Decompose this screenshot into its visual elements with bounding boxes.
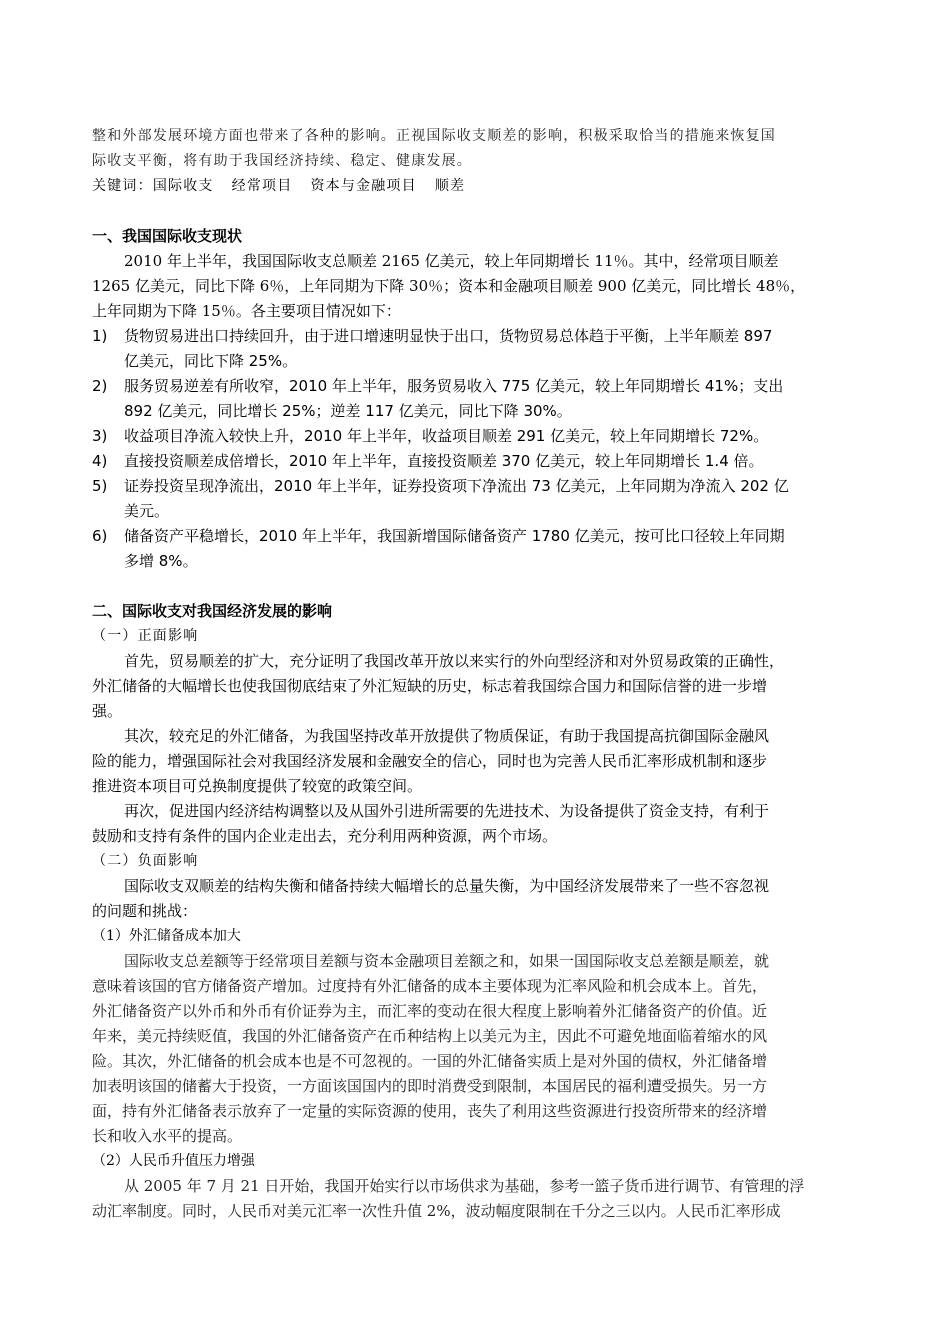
paragraph-line: 国际收支总差额等于经常项目差额与资本金融项目差额之和，如果一国国际收支总差额是顺差，就 [124, 952, 770, 970]
subsection-title-negative: （二）负面影响 [92, 853, 199, 869]
list-item-text: 多增 8%。 [124, 552, 198, 570]
keyword: 顺差 [434, 178, 466, 194]
subsection-title-positive: （一）正面影响 [92, 628, 199, 644]
list-item [92, 424, 862, 449]
keyword: 国际收支 [152, 178, 214, 194]
list-item-number: 1) [92, 327, 108, 345]
paragraph-line: 外汇储备资产以外币和外币有价证券为主，而汇率的变动在很大程度上影响着外汇储备资产的价值。近 [92, 1002, 768, 1020]
paragraph-line: 长和收入水平的提高。 [92, 1127, 243, 1145]
paragraph-line: 强。 [92, 702, 123, 720]
section-1-para-line: 上年同期为下降 15％。各主要项目情况如下： [92, 302, 401, 320]
list-item-number: 6) [92, 527, 108, 545]
list-item [92, 374, 862, 424]
section-1-title: 一、我国国际收支现状 [92, 227, 243, 245]
list-item-text: 亿美元，同比下降 25%。 [124, 352, 298, 370]
abstract-line-1: 整和外部发展环境方面也带来了各种的影响。正视国际收支顺差的影响，积极采取恰当的措施来恢复国 [92, 128, 776, 144]
list-item [92, 324, 862, 374]
paragraph-line: 意味着该国的官方储备资产增加。过度持有外汇储备的成本主要体现为汇率风险和机会成本上。首先， [92, 977, 768, 995]
keyword: 经常项目 [231, 178, 293, 194]
section-1-para-line: 1265 亿美元，同比下降 6％，上年同期为下降 30％；资本和金融项目顺差 900 亿美元，同比增长 48％， [92, 277, 806, 295]
list-item-text: 证券投资呈现净流出，2010 年上半年，证券投资项下净流出 73 亿美元，上年同期为净流入 202 亿 [124, 477, 789, 495]
document-page [92, 124, 862, 1224]
paragraph-line: 再次，促进国内经济结构调整以及从国外引进所需要的先进技术、为设备提供了资金支持，有利于 [124, 802, 770, 820]
list-item-text: 收益项目净流入较快上升，2010 年上半年，收益项目顺差 291 亿美元，较上年同期增长 72%。 [124, 427, 769, 445]
paragraph-line: 动汇率制度。同时，人民币对美元汇率一次性升值 2%，波动幅度限制在千分之三以内。人民币汇率形成 [92, 1202, 781, 1220]
list-item [92, 449, 862, 474]
paragraph-line: 年来，美元持续贬值，我国的外汇储备资产在币种结构上以美元为主，因此不可避免地面临着缩水的风 [92, 1027, 768, 1045]
keywords-label: 关键词： [92, 178, 153, 194]
paragraph-line: 其次，较充足的外汇储备，为我国坚持改革开放提供了物质保证，有助于我国提高抗御国际金融风 [124, 727, 770, 745]
paragraph-line: 国际收支双顺差的结构失衡和储备持续大幅增长的总量失衡，为中国经济发展带来了一些不容忽视 [124, 877, 770, 895]
abstract-line-2: 际收支平衡，将有助于我国经济持续、稳定、健康发展。 [92, 153, 472, 169]
section-1-para-line: 2010 年上半年，我国国际收支总顺差 2165 亿美元，较上年同期增长 11％。其中，经常项目顺差 [124, 252, 779, 270]
paragraph-line: 外汇储备的大幅增长也使我国彻底结束了外汇短缺的历史，标志着我国综合国力和国际信誉的进一步增 [92, 677, 768, 695]
paragraph-line: 首先，贸易顺差的扩大，充分证明了我国改革开放以来实行的外向型经济和对外贸易政策的正确性， [124, 652, 785, 670]
keyword: 资本与金融项目 [310, 178, 417, 194]
sub-heading-2: （2）人民币升值压力增强 [92, 1153, 255, 1169]
sub-heading-1: （1）外汇储备成本加大 [92, 928, 241, 944]
paragraph-line: 险的能力，增强国际社会对我国经济发展和金融安全的信心，同时也为完善人民币汇率形成机制和逐步 [92, 752, 768, 770]
list-item-text: 服务贸易逆差有所收窄，2010 年上半年，服务贸易收入 775 亿美元，较上年同期增长 41%；支出 [124, 377, 784, 395]
paragraph-line: 推进资本项目可兑换制度提供了较宽的政策空间。 [92, 777, 423, 795]
paragraph-line: 从 2005 年 7 月 21 日开始，我国开始实行以市场供求为基础，参考一篮子货币进行调节、有管理的浮 [124, 1177, 805, 1195]
list-item [92, 524, 862, 574]
list-item-number: 2) [92, 377, 108, 395]
list-item [92, 474, 862, 524]
list-item-number: 3) [92, 427, 108, 445]
paragraph-line: 鼓励和支持有条件的国内企业走出去，充分利用两种资源，两个市场。 [92, 827, 558, 845]
list-item-text: 892 亿美元，同比增长 25%；逆差 117 亿美元，同比下降 30%。 [124, 402, 572, 420]
keywords-row [92, 174, 862, 199]
paragraph-line: 加表明该国的储蓄大于投资，一方面该国国内的即时消费受到限制，本国居民的福利遭受损失。另一方 [92, 1077, 768, 1095]
section-2-title: 二、国际收支对我国经济发展的影响 [92, 602, 333, 620]
paragraph-line: 的问题和挑战： [92, 902, 198, 920]
paragraph-line: 面，持有外汇储备表示放弃了一定量的实际资源的使用，丧失了利用这些资源进行投资所带来的经济增 [92, 1102, 768, 1120]
list-item-text: 美元。 [124, 502, 170, 520]
list-item-text: 储备资产平稳增长，2010 年上半年，我国新增国际储备资产 1780 亿美元，按可比口径较上年同期 [124, 527, 785, 545]
list-item-number: 4) [92, 452, 108, 470]
list-item-text: 货物贸易进出口持续回升，由于进口增速明显快于出口，货物贸易总体趋于平衡，上半年顺差 897 [124, 327, 773, 345]
paragraph-line: 险。其次，外汇储备的机会成本也是不可忽视的。一国的外汇储备实质上是对外国的债权，外汇储备增 [92, 1052, 768, 1070]
list-item-number: 5) [92, 477, 108, 495]
list-item-text: 直接投资顺差成倍增长，2010 年上半年，直接投资顺差 370 亿美元，较上年同期增长 1.4 倍。 [124, 452, 764, 470]
